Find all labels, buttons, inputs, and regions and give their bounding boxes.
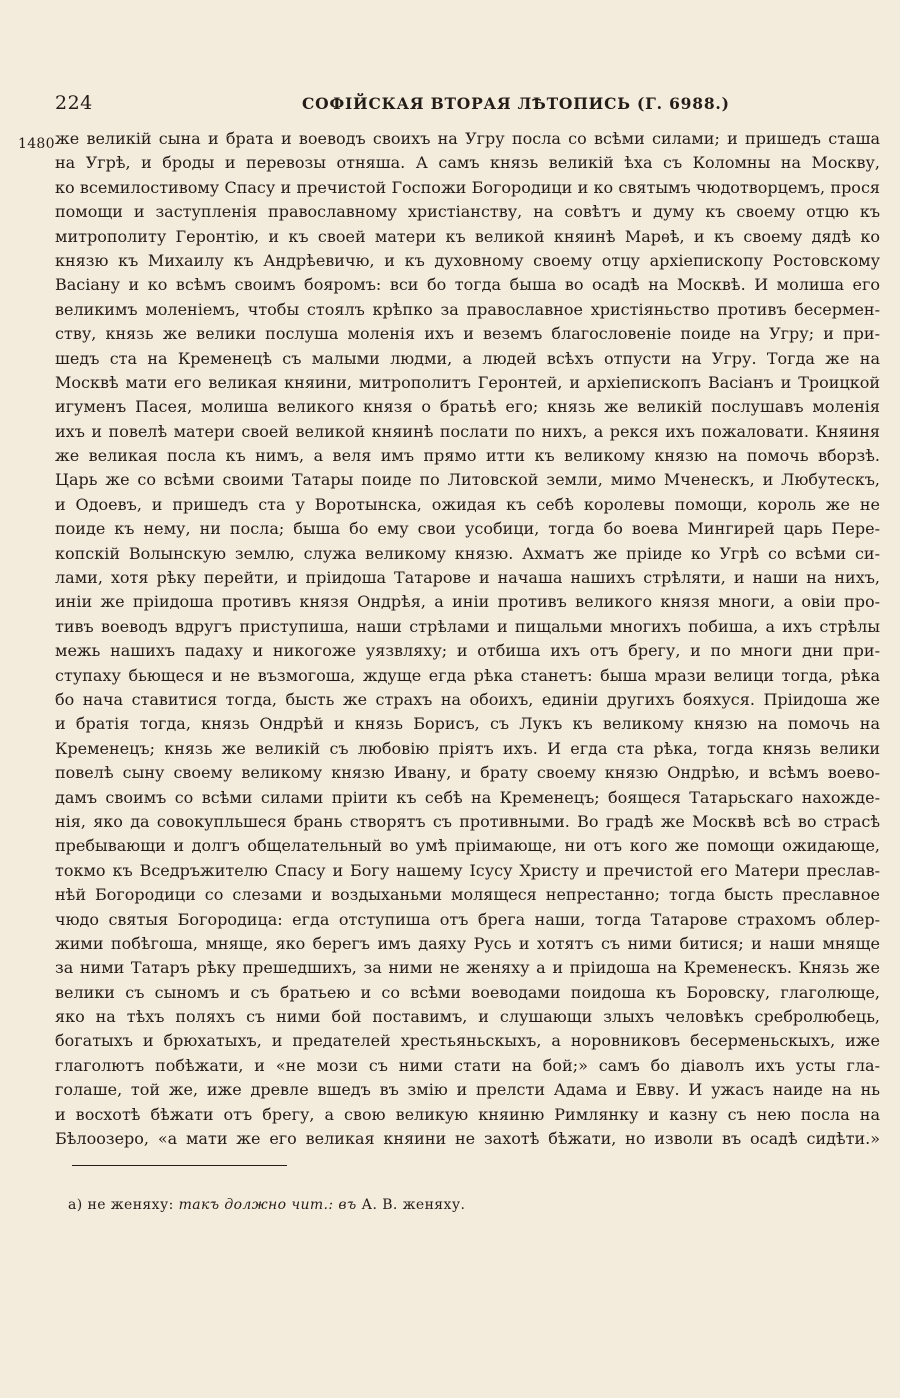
text-line: нѣй Богородици со слезами и воздыханьми молящеся непрестанно; тогда бысть преславное xyxy=(55,885,880,905)
text-line: на Угрѣ, и броды и перевозы отняша. А самъ князь великій ѣха съ Коломны на Москву, xyxy=(55,153,880,173)
text-line: игуменъ Пасея, молиша великого князя о братьѣ его; князь же великій послушавъ моленія xyxy=(55,397,880,417)
text-line: и восхотѣ бѣжати отъ брегу, а свою великую княиню Римлянку и казну съ нею посла на xyxy=(55,1104,880,1124)
text-line: Москвѣ мати его великая княини, митрополитъ Геронтей, и архіепископъ Васіанъ и Троицкой xyxy=(55,372,880,392)
text-line: поиде къ нему, ни посла; быша бо ему свои усобици, тогда бо воева Мингирей царь Пере- xyxy=(55,519,880,539)
text-line: пребывающи и долгъ общелательный во умѣ пріимающе, ни отъ кого же помощи ожидающе, xyxy=(55,836,880,856)
footnote-tail: А. В. женяху. xyxy=(361,1197,466,1213)
text-line: великимъ моленіемъ, чтобы стоялъ крѣпко за православное христіяньство противъ бесермен- xyxy=(55,299,880,319)
text-line: лами, хотя рѣку перейти, и пріидоша Татарове и начаша нашихъ стрѣляти, и наши на нихъ, xyxy=(55,568,880,588)
text-line: межь нашихъ падаху и никогоже уязвляху; и отбиша ихъ отъ брегу, и по многи дни при- xyxy=(55,641,880,661)
text-line: повелѣ сыну своему великому князю Ивану, и брату своему князю Ондрѣю, и всѣмъ воево- xyxy=(55,763,880,783)
text-line: митрополиту Геронтію, и къ своей матери къ великой княинѣ Марѳѣ, и къ своему дядѣ ко xyxy=(55,226,880,246)
text-line: копскій Волынскую землю, служа великому князю. Ахматъ же пріиде ко Угрѣ со всѣми си- xyxy=(55,543,880,563)
text-line: шедъ ста на Кременецѣ съ малыми людми, а людей всѣхъ отпусти на Угру. Тогда же на xyxy=(55,348,880,368)
text-line: чюдо святыя Богородица: егда отступиша отъ брега наши, тогда Татарове страхомъ облер- xyxy=(55,909,880,929)
page-header xyxy=(55,92,855,116)
page-number: 224 xyxy=(55,92,93,114)
text-line: дамъ своимъ со всѣми силами пріити къ себѣ на Кременецъ; боящеся Татарьскаго нахожде- xyxy=(55,787,880,807)
text-line: богатыхъ и брюхатыхъ, и предателей хрестьяньскыхъ, а норовниковъ бесерменьскыхъ, иже xyxy=(55,1031,880,1051)
text-line: же великая посла къ нимъ, а веля имъ прямо итти къ великому князю на помочь вборзѣ. xyxy=(55,446,880,466)
text-line: бо нача ставитися тогда, бысть же страхъ на обоихъ, единіи другихъ бояхуся. Пріидоша же xyxy=(55,689,880,709)
text-line: велики съ сыномъ и съ братьею и со всѣми воеводами поидоша къ Боровску, глаголюще, xyxy=(55,982,880,1002)
footnote-divider xyxy=(72,1165,287,1166)
text-line: токмо къ Вседръжителю Спасу и Богу нашему Ісусу Христу и пречистой его Матери преслав- xyxy=(55,860,880,880)
footnote xyxy=(68,1197,465,1213)
text-line: жими побѣгоша, мняще, яко берегъ имъ даяху Русь и хотятъ съ ними битися; и наши мняще xyxy=(55,933,880,953)
footnote-main: а) не женяху: xyxy=(68,1197,174,1213)
text-line: яко на тѣхъ поляхъ съ ними бой поставимъ, и слушающи злыхъ человѣкъ сребролюбець, xyxy=(55,1007,880,1027)
chronicle-text-block xyxy=(55,127,880,1151)
text-line: ихъ и повелѣ матери своей великой княинѣ послати по нихъ, а рекся ихъ пожаловати. Княиня xyxy=(55,421,880,441)
text-line: Бѣлоозеро, «а мати же его великая княини не захотѣ бѣжати, но изволи въ осадѣ сидѣти.» xyxy=(55,1129,880,1149)
text-line: голаше, той же, иже древле вшедъ въ змію и прелсти Адама и Евву. И ужасъ наиде на нь xyxy=(55,1080,880,1100)
running-title: СОФІЙСКАЯ ВТОРАЯ ЛѢТОПИСЬ (Г. 6988.) xyxy=(302,94,730,113)
text-line: тивъ воеводъ вдругъ приступиша, наши стрѣлами и пищальми многихъ побиша, а ихъ стрѣлы xyxy=(55,616,880,636)
text-line: Царь же со всѣми своими Татары поиде по Литовской земли, мимо Мченескъ, и Любутескъ, xyxy=(55,470,880,490)
text-line: нія, яко да совокупльшеся брань створятъ съ противными. Во градѣ же Москвѣ всѣ во страсѣ xyxy=(55,811,880,831)
text-line: и Одоевъ, и пришедъ ста у Воротынска, ожидая къ себѣ королевы помощи, король же не xyxy=(55,494,880,514)
text-line: же великій сына и брата и воеводъ своихъ на Угру посла со всѣми силами; и пришедъ сташа xyxy=(55,129,880,148)
text-line: глаголютъ побѣжати, и «не мози съ ними стати на бой;» самъ бо діаволъ ихъ усты гла- xyxy=(55,1055,880,1075)
text-line: иніи же пріидоша противъ князя Ондрѣя, а иніи противъ великого князя многи, а овіи про- xyxy=(55,592,880,612)
text-line: за ними Татаръ рѣку прешедшихъ, за ними не женяху а и пріидоша на Кременескъ. Князь же xyxy=(55,958,880,978)
text-line: и братія тогда, князь Ондрѣй и князь Борисъ, съ Лукъ къ великому князю на помочь на xyxy=(55,714,880,734)
text-line: помощи и заступленія православному христіанству, на совѣтъ и думу къ своему отцю къ xyxy=(55,202,880,222)
footnote-italic: такъ должно чит.: въ xyxy=(178,1197,357,1213)
text-line: Кременецъ; князь же великій съ любовію пріятъ ихъ. И егда ста рѣка, тогда князь велики xyxy=(55,738,880,758)
text-line: князю къ Михаилу къ Андрѣевичю, и къ духовному своему отцу архіепископу Ростовскому xyxy=(55,250,880,270)
text-line: ству, князь же велики послуша моленія ихъ и веземъ благословеніе поиде на Угру; и при- xyxy=(55,324,880,344)
margin-year-note: 1480 xyxy=(18,136,55,152)
text-line: ко всемилостивому Спасу и пречистой Госпожи Богородици и ко святымъ чюдотворцемъ, прося xyxy=(55,177,880,197)
text-line: ступаху бьющеся и не възмогоша, ждуще егда рѣка станетъ: быша мрази велици тогда, рѣка xyxy=(55,665,880,685)
text-line: Васіану и ко всѣмъ своимъ бояромъ: вси бо тогда быша во осадѣ на Москвѣ. И молиша его xyxy=(55,275,880,295)
